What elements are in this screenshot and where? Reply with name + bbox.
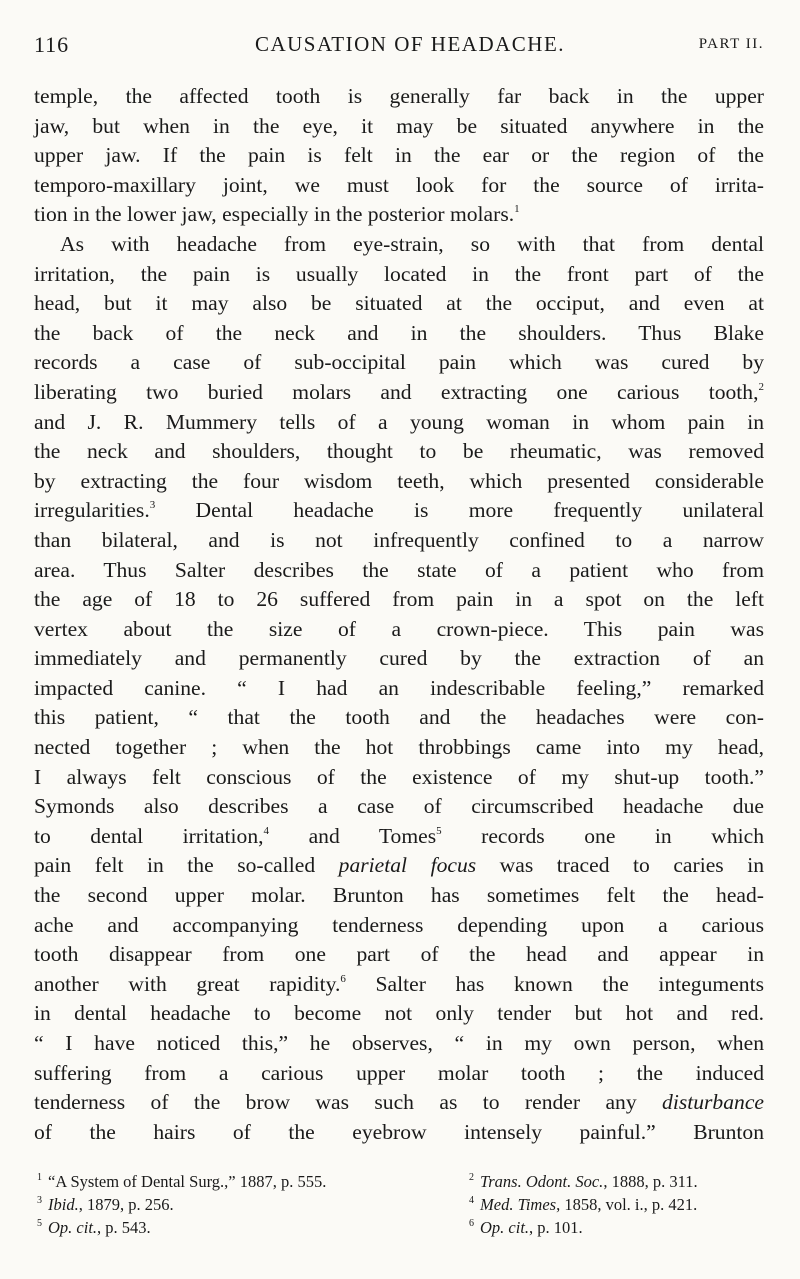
page-number: 116 [34, 32, 70, 57]
footnote: 4 Med. Times, 1858, vol. i., p. 421. [469, 1195, 698, 1214]
text-line: head, but it may also be situated at the occiput, and even at [34, 291, 764, 316]
text-line: irregularities.$^3$ Dental headache is more frequently unilateral [34, 498, 764, 523]
text-line: than bilateral, and is not infrequently confined to a narrow [34, 527, 764, 552]
text-line: tooth disappear from one part of the head and appear in [34, 942, 764, 967]
text-line: liberating two buried molars and extracting one carious tooth,$^2$ [34, 379, 764, 404]
text-line: and J. R. Mummery tells of a young woman in whom pain in [34, 409, 764, 434]
text-line: to dental irritation,$^4$ and Tomes$^5$ records one in which [34, 823, 764, 848]
text-line: vertex about the size of a crown-piece. This pain was [34, 616, 764, 641]
chapter-title: CAUSATION OF HEADACHE. [254, 32, 566, 56]
text-line: impacted canine. “ I had an indescribable feeling,” remarked [34, 675, 764, 700]
text-line: Symonds also describes a case of circumscribed headache due [34, 794, 764, 819]
text-line: suffering from a carious upper molar tooth ; the induced [34, 1060, 764, 1085]
text-line: “ I have noticed this,” he observes, “ in my own person, when [34, 1031, 764, 1055]
text-line: tenderness of the brow was such as to render any disturbance [34, 1090, 764, 1115]
footnote-row [34, 1189, 764, 1212]
text-line: temple, the affected tooth is generally far back in the upper [34, 84, 764, 108]
text-line: another with great rapidity.$^6$ Salter has known the integuments [34, 971, 764, 996]
text-line: area. Thus Salter describes the state of a patient who from [34, 557, 764, 582]
body-text [34, 82, 764, 1147]
footnote-ref: 4 [263, 824, 270, 837]
italic-term: disturbance [662, 1090, 764, 1115]
text-line: the neck and shoulders, thought to be rheumatic, was removed [34, 439, 764, 464]
text-line: irritation, the pain is usually located in the front part of the [34, 261, 764, 286]
part-label: PART II. [698, 36, 764, 52]
text-line: jaw, but when in the eye, it may be situated anywhere in the [34, 113, 764, 138]
text-line: tion in the lower jaw, especially in the posterior molars.$^1$ [34, 202, 520, 227]
footnote: 6 Op. cit., p. 101. [469, 1218, 583, 1237]
running-head [34, 32, 766, 60]
footnote: 3 Ibid., 1879, p. 256. [37, 1195, 174, 1214]
footnotes [34, 1166, 764, 1235]
text-line: the back of the neck and in the shoulders. Thus Blake [34, 320, 764, 345]
text-line: As with headache from eye-strain, so with that from dental [60, 231, 764, 256]
text-line: records a case of sub-occipital pain which was cured by [34, 350, 764, 375]
text-line: temporo-maxillary joint, we must look for the source of irrita- [34, 172, 764, 197]
text-line: pain felt in the so-called parietal focus was traced to caries in [34, 853, 764, 878]
text-line: I always felt conscious of the existence of my shut-up tooth.” [34, 764, 764, 789]
text-line: in dental headache to become not only tender but hot and red. [34, 1001, 764, 1026]
text-line: by extracting the four wisdom teeth, which presented considerable [34, 468, 764, 493]
footnote-row [34, 1166, 764, 1189]
text-line: ache and accompanying tenderness depending upon a carious [34, 912, 764, 937]
text-line: nected together ; when the hot throbbings came into my head, [34, 735, 764, 760]
text-line: of the hairs of the eyebrow intensely painful.” Brunton [34, 1119, 764, 1144]
footnote-ref: 2 [758, 380, 764, 393]
text-line: this patient, “ that the tooth and the headaches were con- [34, 705, 764, 730]
footnote-ref: 5 [436, 824, 442, 837]
footnote-row [34, 1212, 764, 1235]
text-line: the age of 18 to 26 suffered from pain in a spot on the left [34, 587, 764, 612]
footnote: 1 “A System of Dental Surg.,” 1887, p. 555. [37, 1172, 327, 1191]
footnote-ref: 6 [340, 972, 346, 985]
footnote: 5 Op. cit., p. 543. [37, 1218, 151, 1237]
text-line: the second upper molar. Brunton has sometimes felt the head- [34, 883, 764, 908]
italic-term: parietal focus [338, 853, 477, 878]
text-line: upper jaw. If the pain is felt in the ear or the region of the [34, 143, 764, 168]
text-line: immediately and permanently cured by the extraction of an [34, 646, 764, 671]
footnote-ref: 1 [514, 203, 520, 216]
footnote-ref: 3 [149, 499, 156, 512]
footnote: 2 Trans. Odont. Soc., 1888, p. 311. [469, 1172, 698, 1191]
